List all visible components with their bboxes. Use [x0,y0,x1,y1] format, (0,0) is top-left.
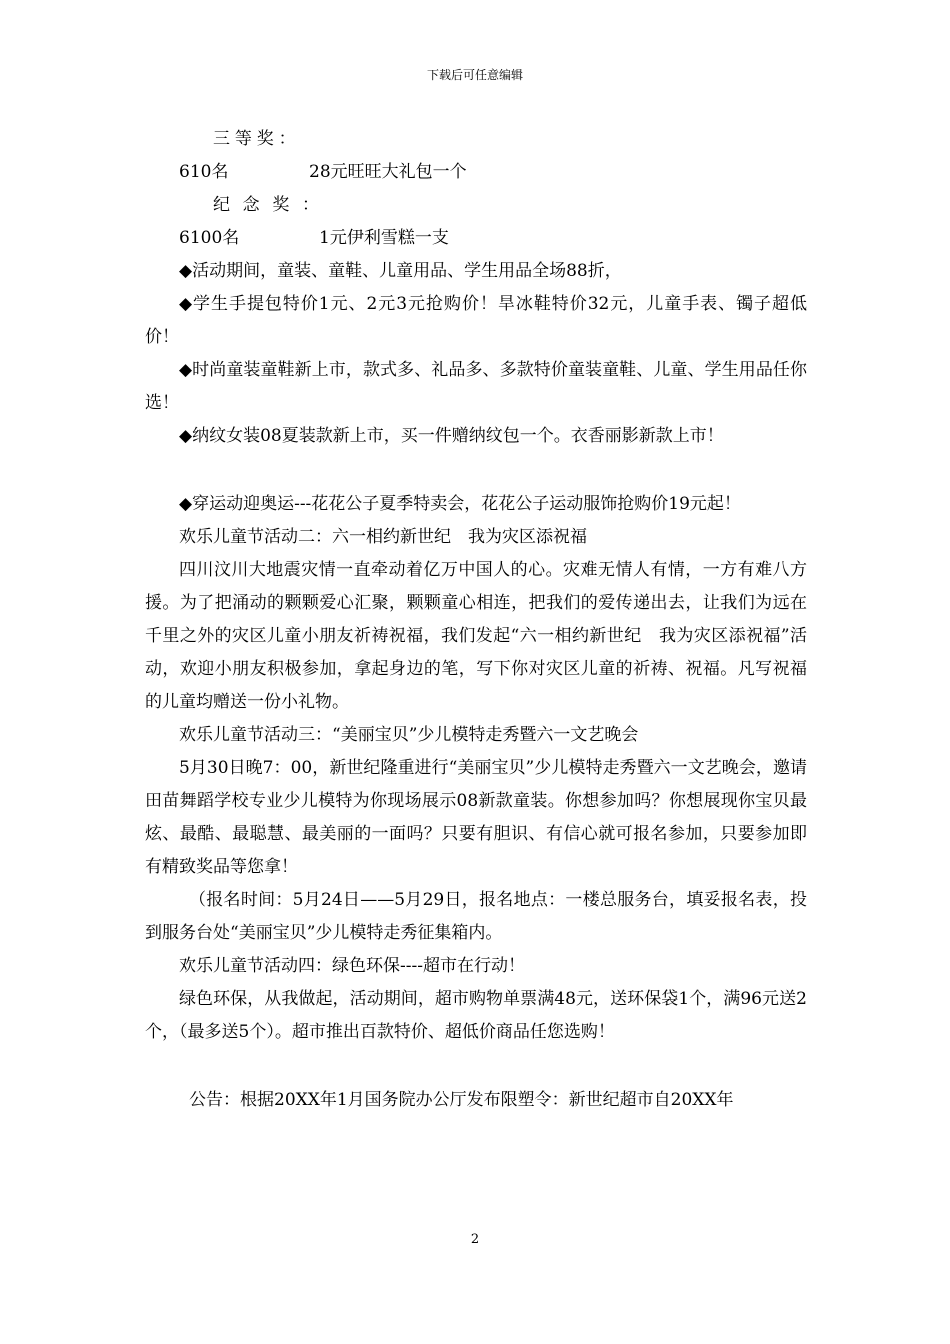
prize-label: 三等奖： 610名 [179,129,292,182]
paragraph-discount: ◆活动期间，童装、童鞋、儿童用品、学生用品全场88折， [179,261,622,281]
prize-label: 纪念奖：6100名 [179,195,319,248]
paragraph-bags: ◆学生手提包特价1元、2元3元抢购价！旱冰鞋特价32元，儿童手表、镯子超低价！ [145,294,807,347]
paragraph-nawen: ◆纳纹女装08夏装款新上市，买一件赠纳纹包一个。衣香丽影新款上市！ [179,426,724,446]
spacer [145,453,807,488]
prize-line-commemorative [145,189,807,255]
heading-activity-two: 欢乐儿童节活动二：六一相约新世纪 我为灾区添祝福 [179,527,587,547]
prize-line-third [145,123,807,189]
paragraph-activity-four: 绿色环保，从我做起，活动期间，超市购物单票满48元，送环保袋1个，满96元送2个，（最多送5个）。超市推出百款特价、超低价商品任您选购！ [145,989,807,1042]
document-body [145,123,807,1117]
page-number: 2 [470,1232,480,1247]
spacer [145,1049,807,1084]
paragraph-fashion: ◆时尚童装童鞋新上市，款式多、礼品多、多款特价童装童鞋、儿童、学生用品任你选！ [145,360,807,413]
heading-activity-three: 欢乐儿童节活动三：“美丽宝贝”少儿模特走秀暨六一文艺晚会 [179,725,639,745]
prize-gift: 1元伊利雪糕一支 [319,228,449,248]
paragraph-olympics: ◆穿运动迎奥运---花花公子夏季特卖会，花花公子运动服饰抢购价19元起！ [179,494,741,514]
heading-activity-four: 欢乐儿童节活动四：绿色环保----超市在行动！ [179,956,525,976]
paragraph-activity-two: 四川汶川大地震灾情一直牵动着亿万中国人的心。灾难无情人有情，一方有难八方援。为了把涌动的颗颗爱心汇聚，颗颗童心相连，把我们的爱传递出去，让我们为远在千里之外的灾区儿童小朋友祈祷祝福，我们发起“六一相约新世纪 我为灾区添祝福”活动，欢迎小朋友积极参加，拿起身边的笔，写下你对灾区儿童的祈祷、祝福。凡写祝福的儿童均赠送一份小礼物。 [145,560,807,712]
paragraph-activity-three: 5月30日晚7：00，新世纪隆重进行“美丽宝贝”少儿模特走秀暨六一文艺晚会，邀请田苗舞蹈学校专业少儿模特为你现场展示08新款童装。你想参加吗？你想展现你宝贝最炫、最酷、最聪慧、最美丽的一面吗？只要有胆识、有信心就可报名参加，只要参加即有精致奖品等您拿！ [145,758,807,877]
paragraph-announcement: 公告：根据20XX年1月国务院办公厅发布限塑令：新世纪超市自20XX年 [189,1090,734,1110]
prize-gift: 28元旺旺大礼包一个 [309,162,467,182]
paragraph-registration: （报名时间：5月24日——5月29日，报名地点：一楼总服务台，填妥报名表，投到服务台处“美丽宝贝”少儿模特走秀征集箱内。 [145,890,807,943]
header-note: 下载后可任意编辑 [426,68,523,82]
